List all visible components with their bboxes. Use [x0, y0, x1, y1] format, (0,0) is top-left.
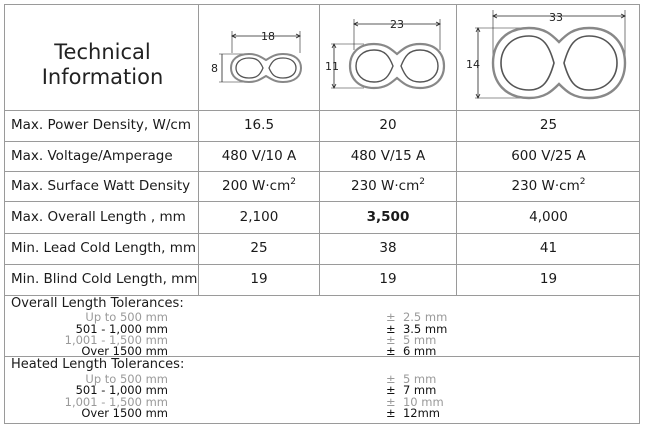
superscript: 2	[419, 177, 425, 187]
cell-lead-cold-length-2: 38	[379, 240, 397, 256]
cross-section-drawing-small	[205, 26, 315, 96]
row-divider	[4, 264, 640, 265]
cell-surface-watt-density-2	[320, 178, 456, 194]
cell-overall-length-2: 3,500	[366, 209, 410, 225]
page-title	[10, 40, 195, 90]
tolerance-amount: 12mm	[402, 406, 440, 420]
tolerance-range: Up to 500 mm	[85, 310, 168, 324]
tolerance-value	[386, 407, 440, 419]
cell-voltage-amperage-3: 600 V/25 A	[511, 148, 586, 164]
row-divider	[4, 110, 640, 111]
cell-surface-watt-density-3	[457, 178, 640, 194]
height-label: 8	[211, 62, 218, 75]
cell-voltage-amperage-2: 480 V/15 A	[350, 148, 426, 164]
cell-value: 200 W·cm	[221, 178, 291, 194]
cell-power-density-1: 16.5	[243, 117, 275, 133]
row-label-surface-watt-density: Max. Surface Watt Density	[11, 178, 191, 194]
cell-blind-cold-length-1: 19	[250, 271, 268, 287]
title-line-2: Information	[41, 65, 164, 89]
tolerance-value	[386, 345, 436, 357]
superscript: 2	[579, 177, 586, 187]
cell-lead-cold-length-1: 25	[250, 240, 268, 256]
height-label: 14	[466, 58, 480, 71]
row-label-blind-cold-length: Min. Blind Cold Length, mm	[11, 271, 198, 287]
cross-section-drawing-large	[463, 6, 633, 106]
row-divider	[4, 201, 640, 202]
cell-overall-length-1: 2,100	[239, 209, 279, 225]
tolerance-range: Up to 500 mm	[85, 372, 168, 386]
cell-value: 230 W·cm	[350, 178, 420, 194]
row-label-power-density: Max. Power Density, W/cm	[11, 117, 191, 133]
tolerance-range: Over 1500 mm	[81, 344, 168, 358]
cell-power-density-3: 25	[539, 117, 558, 133]
tolerance-amount: 5 mm	[402, 372, 437, 386]
row-divider	[4, 233, 640, 234]
tolerance-amount: 6 mm	[402, 344, 437, 358]
tolerance-range: Over 1500 mm	[81, 406, 168, 420]
cell-value: 230 W·cm	[511, 178, 580, 194]
tolerance-amount: 10 mm	[402, 395, 444, 409]
tolerance-range: 1,001 - 1,500 mm	[64, 333, 168, 347]
row-label-lead-cold-length: Min. Lead Cold Length, mm	[11, 240, 197, 256]
tolerance-amount: 7 mm	[402, 383, 437, 397]
width-label: 23	[390, 18, 404, 31]
cross-section-drawing-medium	[324, 14, 454, 104]
cell-power-density-2: 20	[379, 117, 397, 133]
cell-blind-cold-length-3: 19	[539, 271, 558, 287]
tolerance-range: 501 - 1,000 mm	[75, 322, 168, 336]
tolerance-range: 501 - 1,000 mm	[75, 383, 168, 397]
plus-minus-sign: ±	[386, 333, 396, 347]
row-label-voltage-amperage: Max. Voltage/Amperage	[11, 148, 173, 164]
plus-minus-sign: ±	[386, 406, 396, 420]
tolerance-amount: 3.5 mm	[402, 322, 448, 336]
tolerance-range: 1,001 - 1,500 mm	[64, 395, 168, 409]
cell-surface-watt-density-1	[199, 178, 319, 194]
row-divider	[4, 141, 640, 142]
plus-minus-sign: ±	[386, 344, 396, 358]
overall-tolerances-heading: Overall Length Tolerances:	[11, 296, 184, 311]
heated-tolerances-heading: Heated Length Tolerances:	[11, 357, 185, 372]
plus-minus-sign: ±	[386, 383, 396, 397]
cell-overall-length-3: 4,000	[529, 209, 568, 225]
width-label: 18	[261, 30, 275, 43]
plus-minus-sign: ±	[386, 322, 396, 336]
cell-voltage-amperage-1: 480 V/10 A	[221, 148, 297, 164]
cell-blind-cold-length-2: 19	[379, 271, 397, 287]
row-label-overall-length: Max. Overall Length , mm	[11, 209, 186, 225]
cell-lead-cold-length-3: 41	[539, 240, 558, 256]
superscript: 2	[290, 177, 296, 187]
row-divider	[4, 171, 640, 172]
plus-minus-sign: ±	[386, 395, 396, 409]
tolerance-amount: 5 mm	[402, 333, 437, 347]
width-label: 33	[549, 11, 563, 24]
tolerance-amount: 2.5 mm	[402, 310, 448, 324]
plus-minus-sign: ±	[386, 310, 396, 324]
title-line-1: Technical	[54, 40, 151, 64]
height-label: 11	[325, 60, 339, 73]
plus-minus-sign: ±	[386, 372, 396, 386]
